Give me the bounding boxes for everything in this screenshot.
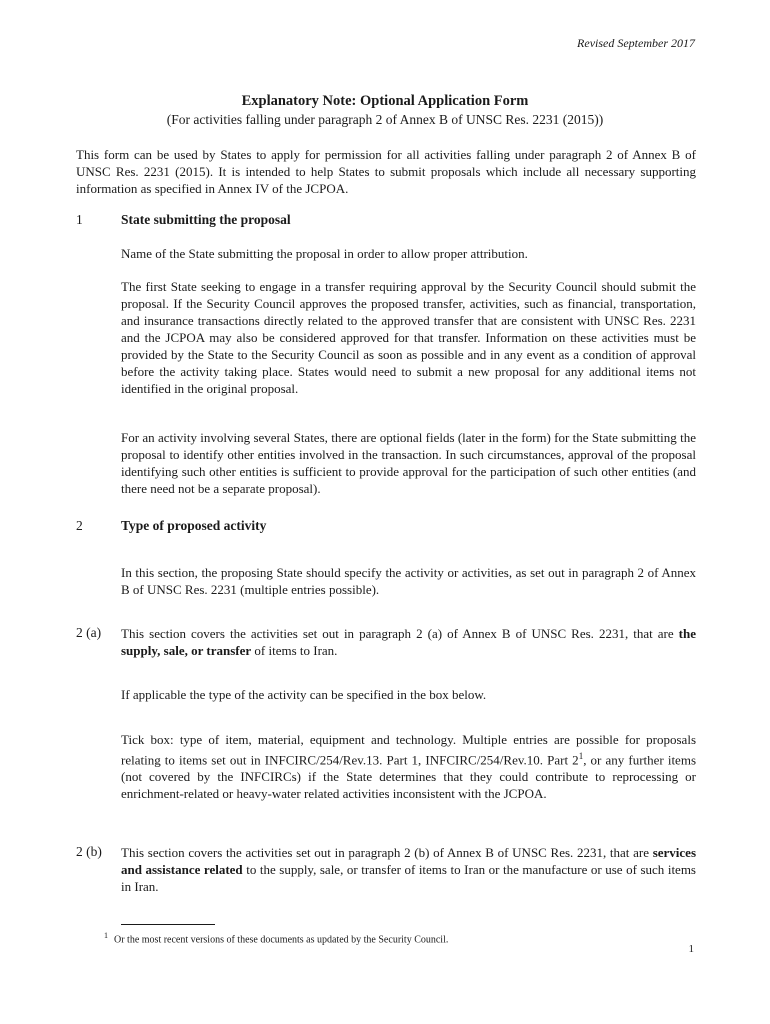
- section-1-paragraph-3: For an activity involving several States, there are optional fields (later in the form) for the State submitting the proposal to identify other entities involved in the transaction. In such circumstances, approval of the proposal identifying such other entities is sufficient to provide approval for the participation of such other entities (and there need not be a separate proposal).: [121, 430, 696, 496]
- section-2b-number: 2 (b): [76, 844, 102, 859]
- section-2a-paragraph-1: [121, 625, 696, 659]
- footnote-separator: [121, 924, 215, 925]
- footnote-text: Or the most recent versions of these documents as updated by the Security Council.: [114, 934, 449, 946]
- intro-paragraph: This form can be used by States to apply for permission for all activities falling under paragraph 2 of Annex B of UNSC Res. 2231 (2015). It is intended to help States to submit proposals which include all necessary supporting information as specified in Annex IV of the JCPOA.: [76, 147, 696, 196]
- section-2a-p3-pre: Tick box: type of item, material, equipment and technology. Multiple entries are possible for proposals relating to items set out in INFCIRC/254/Rev.13. Part 1, INFCIRC/254/Rev.10. Part 2: [121, 732, 696, 768]
- section-2-heading: Type of proposed activity: [121, 518, 267, 533]
- section-2-number: 2: [76, 518, 83, 533]
- revision-date: Revised September 2017: [577, 36, 695, 50]
- section-2a-paragraph-3: [121, 731, 696, 802]
- section-2-paragraph-1: In this section, the proposing State should specify the activity or activities, as set out in paragraph 2 of Annex B of UNSC Res. 2231 (multiple entries possible).: [121, 565, 696, 597]
- section-2a-paragraph-2: If applicable the type of the activity can be specified in the box below.: [121, 687, 487, 702]
- section-1-paragraph-1: Name of the State submitting the proposal in order to allow proper attribution.: [121, 246, 528, 261]
- section-1-paragraph-2: The first State seeking to engage in a transfer requiring approval by the Security Council should submit the proposal. If the Security Council approves the proposed transfer, activities, such as financial, transportation, and insurance transactions directly related to the approved transfer that are consistent with UNSC Res. 2231 and the JCPOA may also be considered approved for that transfer. Information on these activities must be provided by the State to the Security Council as soon as possible and in any event as a condition of approval before the activity taking place. States would need to submit a new proposal for any additional items not identified in the original proposal.: [121, 279, 696, 396]
- section-1-number: 1: [76, 212, 83, 227]
- footnote-marker: 1: [104, 931, 108, 940]
- section-2a-p1-bold: the supply, sale, or transfer: [121, 626, 696, 658]
- section-2b-paragraph-1: [121, 844, 696, 895]
- footnote-reference: 1: [578, 751, 584, 761]
- section-2a-p3-post: , or any further items (not covered by the INFCIRCs) if the State determines that they could contribute to reprocessing or enrichment-related or heavy-water related activities inconsistent with the JCPOA.: [121, 752, 696, 802]
- document-subtitle: (For activities falling under paragraph 2 of Annex B of UNSC Res. 2231 (2015)): [166, 112, 604, 127]
- section-2a-p1-pre: This section covers the activities set out in paragraph 2 (a) of Annex B of UNSC Res. 2231, that are: [121, 626, 679, 641]
- section-1-heading: State submitting the proposal: [121, 212, 291, 227]
- footnote: [104, 931, 448, 945]
- page-number: 1: [688, 943, 694, 955]
- section-2a-p1-post: of items to Iran.: [251, 643, 338, 658]
- section-2b-p1-pre: This section covers the activities set out in paragraph 2 (b) of Annex B of UNSC Res. 2231, that are: [121, 845, 653, 860]
- document-title: Explanatory Note: Optional Application Form: [241, 93, 529, 109]
- section-2a-number: 2 (a): [76, 625, 102, 640]
- section-2b-p1-post: to the supply, sale, or transfer of items to Iran or the manufacture or use of such items in Iran.: [121, 862, 696, 894]
- section-2b-p1-bold: services and assistance related: [121, 845, 696, 877]
